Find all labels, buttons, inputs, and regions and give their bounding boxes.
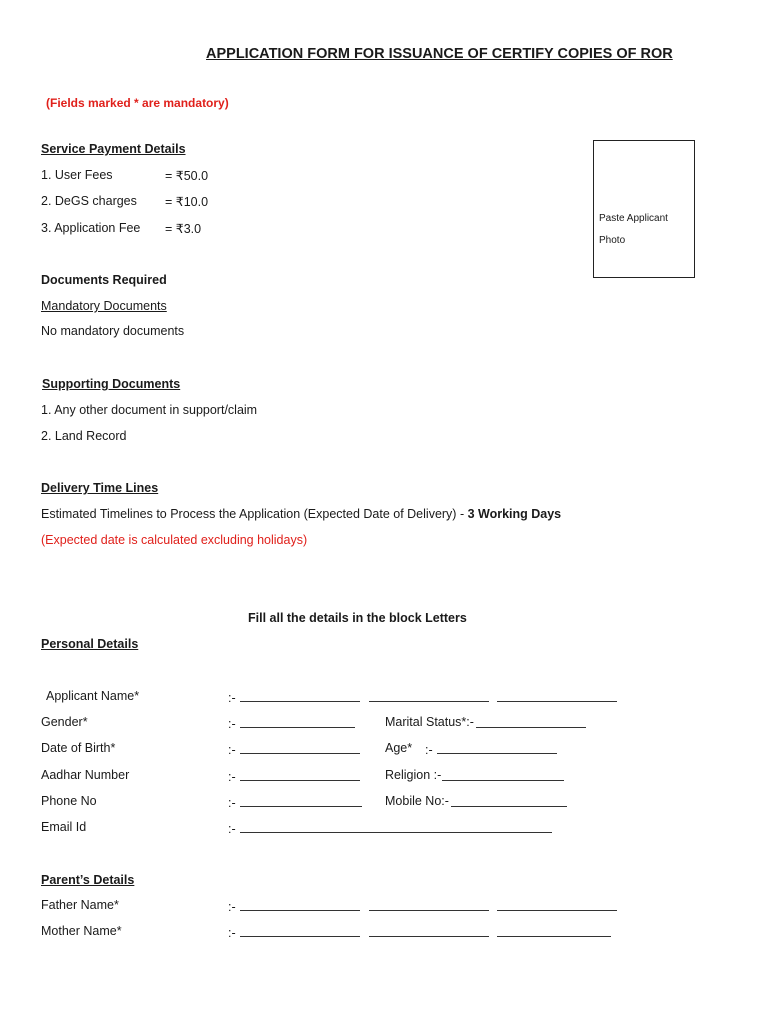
mandatory-docs-text: No mandatory documents xyxy=(41,324,185,338)
fee-label-application: 3. Application Fee xyxy=(41,221,141,235)
block-letters-instruction: Fill all the details in the block Letters xyxy=(248,611,467,625)
aadhar-label: Aadhar Number xyxy=(41,768,130,782)
input-line xyxy=(497,924,611,937)
delivery-timeline-text: Estimated Timelines to Process the Application (Expected Date of Delivery) - xyxy=(41,507,468,521)
payment-heading: Service Payment Details xyxy=(41,142,186,156)
input-line xyxy=(369,898,489,911)
mandatory-docs-heading: Mandatory Documents xyxy=(41,299,167,313)
fee-value-user: = ₹50.0 xyxy=(165,169,209,183)
gender-label: Gender* xyxy=(41,715,88,729)
field-separator: :- xyxy=(228,822,236,836)
input-line xyxy=(240,715,355,728)
field-separator: :- xyxy=(228,770,236,784)
input-line xyxy=(240,924,360,937)
supporting-doc-item: 2. Land Record xyxy=(41,429,127,443)
religion-label: Religion :- xyxy=(385,768,442,782)
delivery-heading: Delivery Time Lines xyxy=(41,481,159,495)
religion-field[interactable] xyxy=(442,768,564,786)
input-line xyxy=(240,898,360,911)
age-field[interactable] xyxy=(425,741,557,759)
dob-label: Date of Birth* xyxy=(41,741,116,755)
personal-heading: Personal Details xyxy=(41,637,139,651)
email-field[interactable] xyxy=(228,820,552,838)
fee-label-user: 1. User Fees xyxy=(41,168,113,182)
father-name-field[interactable] xyxy=(228,898,617,916)
marital-status-label: Marital Status*:- xyxy=(385,715,474,729)
mother-name-field[interactable] xyxy=(228,924,611,942)
email-label: Email Id xyxy=(41,820,87,834)
delivery-days: 3 Working Days xyxy=(467,507,562,521)
mandatory-note: (Fields marked * are mandatory) xyxy=(46,96,229,110)
field-separator: :- xyxy=(228,926,236,940)
supporting-doc-item: 1. Any other document in support/claim xyxy=(41,403,258,417)
input-line xyxy=(240,741,360,754)
marital-status-field[interactable] xyxy=(476,715,586,733)
field-separator: :- xyxy=(228,743,236,757)
photo-label: Paste Applicant Photo xyxy=(599,213,668,246)
gender-field[interactable] xyxy=(228,715,355,733)
parents-heading: Parent’s Details xyxy=(41,873,135,887)
input-line xyxy=(240,820,552,833)
input-line xyxy=(240,794,362,807)
input-line xyxy=(369,924,489,937)
phone-field[interactable] xyxy=(228,794,362,812)
aadhar-field[interactable] xyxy=(228,768,360,786)
field-separator: :- xyxy=(425,743,433,757)
mobile-field[interactable] xyxy=(451,794,567,812)
input-line xyxy=(442,768,564,781)
delivery-note: (Expected date is calculated excluding holidays) xyxy=(41,533,308,547)
applicant-name-label: Applicant Name* xyxy=(46,689,140,703)
dob-field[interactable] xyxy=(228,741,360,759)
field-separator: :- xyxy=(228,796,236,810)
fee-value-degs: = ₹10.0 xyxy=(165,195,209,209)
input-line xyxy=(451,794,567,807)
form-title: APPLICATION FORM FOR ISSUANCE OF CERTIFY COPIES OF ROR xyxy=(206,46,673,62)
applicant-name-field[interactable] xyxy=(228,689,617,707)
field-separator: :- xyxy=(228,691,236,705)
input-line xyxy=(240,689,360,702)
field-separator: :- xyxy=(228,900,236,914)
input-line xyxy=(369,689,489,702)
fee-label-degs: 2. DeGS charges xyxy=(41,194,137,208)
father-name-label: Father Name* xyxy=(41,898,119,912)
input-line xyxy=(497,898,617,911)
supporting-docs-heading: Supporting Documents xyxy=(42,377,181,391)
mobile-label: Mobile No:- xyxy=(385,794,449,808)
field-separator: :- xyxy=(228,717,236,731)
delivery-text xyxy=(41,507,561,521)
documents-heading: Documents Required xyxy=(41,273,167,287)
input-line xyxy=(437,741,557,754)
fee-value-application: = ₹3.0 xyxy=(165,222,202,236)
phone-label: Phone No xyxy=(41,794,97,808)
input-line xyxy=(476,715,586,728)
input-line xyxy=(240,768,360,781)
age-label: Age* xyxy=(385,741,413,755)
input-line xyxy=(497,689,617,702)
mother-name-label: Mother Name* xyxy=(41,924,122,938)
